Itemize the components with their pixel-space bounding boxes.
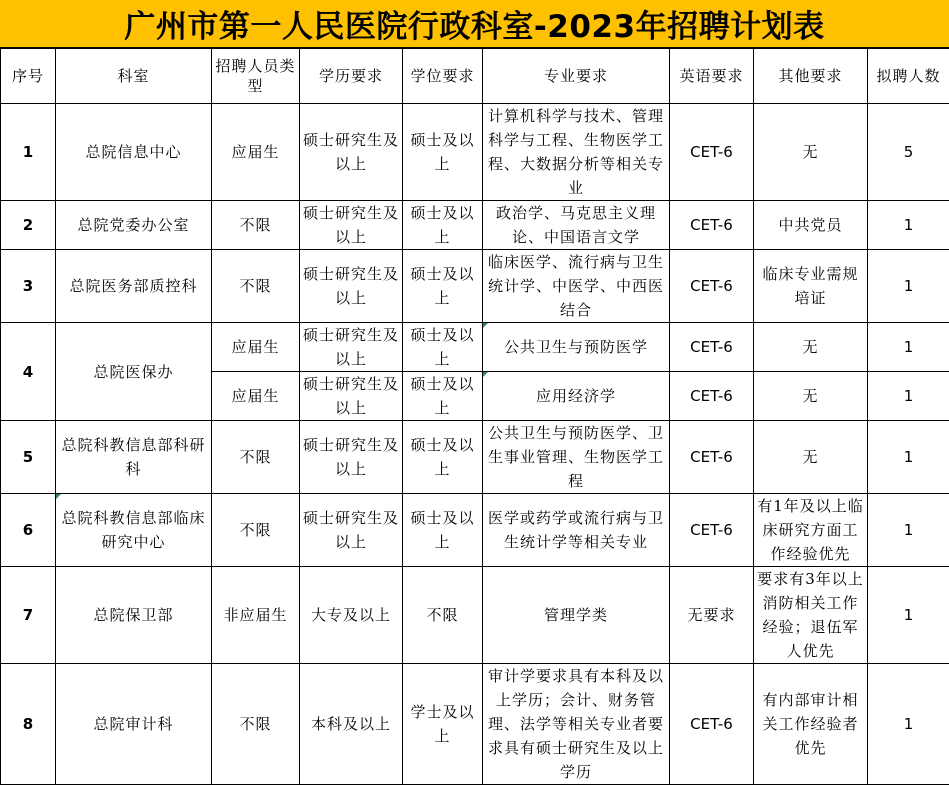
cell-major: 公共卫生与预防医学 [483,323,670,372]
cell-seq: 1 [1,104,56,201]
cell-type: 不限 [212,250,300,323]
cell-other: 无 [754,104,868,201]
cell-other: 中共党员 [754,201,868,250]
cell-english: CET-6 [670,372,754,421]
table-row [1,421,949,494]
cell-edu: 硕士研究生及以上 [300,372,403,421]
recruitment-table [0,48,949,785]
cell-english: CET-6 [670,104,754,201]
cell-other: 无 [754,372,868,421]
cell-edu: 大专及以上 [300,567,403,664]
table-row [1,664,949,785]
cell-edu: 本科及以上 [300,664,403,785]
cell-major: 政治学、马克思主义理论、中国语言文学 [483,201,670,250]
cell-seq: 2 [1,201,56,250]
cell-major: 应用经济学 [483,372,670,421]
cell-degree: 硕士及以上 [403,372,483,421]
cell-major: 计算机科学与技术、管理科学与工程、生物医学工程、大数据分析等相关专业 [483,104,670,201]
header-other: 其他要求 [754,49,868,104]
cell-seq: 5 [1,421,56,494]
sheet-title: 广州市第一人民医院行政科室-2023年招聘计划表 [124,1,824,46]
cell-dept: 总院科教信息部临床研究中心 [56,494,212,567]
header-major: 专业要求 [483,49,670,104]
cell-edu: 硕士研究生及以上 [300,104,403,201]
cell-edu: 硕士研究生及以上 [300,323,403,372]
header-seq: 序号 [1,49,56,104]
cell-count: 1 [868,664,949,785]
header-english: 英语要求 [670,49,754,104]
cell-degree: 学士及以上 [403,664,483,785]
cell-english: CET-6 [670,201,754,250]
cell-other: 要求有3年以上消防相关工作经验；退伍军人优先 [754,567,868,664]
table-row [1,250,949,323]
cell-other: 有1年及以上临床研究方面工作经验优先 [754,494,868,567]
cell-count: 1 [868,250,949,323]
cell-edu: 硕士研究生及以上 [300,421,403,494]
cell-count: 1 [868,323,949,372]
cell-type: 应届生 [212,323,300,372]
cell-other: 临床专业需规培证 [754,250,868,323]
header-count: 拟聘人数 [868,49,949,104]
cell-type: 应届生 [212,104,300,201]
table-row [1,494,949,567]
cell-degree: 硕士及以上 [403,323,483,372]
header-degree: 学位要求 [403,49,483,104]
cell-degree: 硕士及以上 [403,421,483,494]
cell-type: 不限 [212,664,300,785]
cell-degree: 硕士及以上 [403,104,483,201]
cell-count: 1 [868,421,949,494]
cell-dept: 总院科教信息部科研科 [56,421,212,494]
cell-degree: 硕士及以上 [403,201,483,250]
cell-major: 审计学要求具有本科及以上学历；会计、财务管理、法学等相关专业者要求具有硕士研究生及以上学历 [483,664,670,785]
cell-major: 临床医学、流行病与卫生统计学、中医学、中西医结合 [483,250,670,323]
cell-other: 有内部审计相关工作经验者优先 [754,664,868,785]
cell-degree: 硕士及以上 [403,250,483,323]
table-row [1,323,949,372]
cell-count: 1 [868,494,949,567]
cell-english: CET-6 [670,494,754,567]
cell-dept: 总院医务部质控科 [56,250,212,323]
cell-edu: 硕士研究生及以上 [300,201,403,250]
cell-major: 公共卫生与预防医学、卫生事业管理、生物医学工程 [483,421,670,494]
table-row [1,201,949,250]
cell-seq: 7 [1,567,56,664]
header-type: 招聘人员类型 [212,49,300,104]
cell-type: 非应届生 [212,567,300,664]
cell-seq: 6 [1,494,56,567]
cell-other: 无 [754,421,868,494]
table-row [1,104,949,201]
cell-other: 无 [754,323,868,372]
cell-edu: 硕士研究生及以上 [300,494,403,567]
cell-dept: 总院审计科 [56,664,212,785]
cell-english: CET-6 [670,250,754,323]
cell-type: 不限 [212,494,300,567]
cell-english: 无要求 [670,567,754,664]
cell-major: 医学或药学或流行病与卫生统计学等相关专业 [483,494,670,567]
cell-dept: 总院信息中心 [56,104,212,201]
cell-seq: 4 [1,323,56,421]
cell-type: 应届生 [212,372,300,421]
cell-type: 不限 [212,421,300,494]
cell-english: CET-6 [670,421,754,494]
cell-seq: 8 [1,664,56,785]
title-bar [0,0,949,48]
cell-count: 1 [868,201,949,250]
header-row [1,49,949,104]
cell-degree: 硕士及以上 [403,494,483,567]
cell-english: CET-6 [670,664,754,785]
table-row [1,567,949,664]
cell-type: 不限 [212,201,300,250]
cell-dept: 总院医保办 [56,323,212,421]
cell-count: 1 [868,567,949,664]
cell-dept: 总院保卫部 [56,567,212,664]
cell-count: 1 [868,372,949,421]
cell-seq: 3 [1,250,56,323]
header-dept: 科室 [56,49,212,104]
cell-count: 5 [868,104,949,201]
cell-english: CET-6 [670,323,754,372]
header-edu: 学历要求 [300,49,403,104]
cell-degree: 不限 [403,567,483,664]
cell-edu: 硕士研究生及以上 [300,250,403,323]
cell-major: 管理学类 [483,567,670,664]
cell-dept: 总院党委办公室 [56,201,212,250]
